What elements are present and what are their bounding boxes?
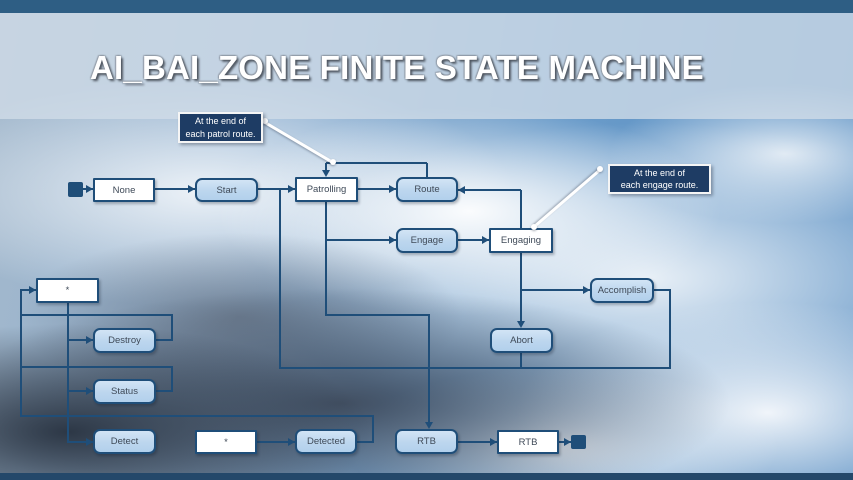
state-patrolling: Patrolling <box>295 177 358 202</box>
arrowhead-into-route-right <box>458 186 465 194</box>
state-start: Start <box>195 178 258 202</box>
arrowhead-into-rtb-second <box>490 438 497 446</box>
state-accomplish: Accomplish <box>590 278 654 303</box>
initial-state-marker <box>68 182 83 197</box>
edge-status-loop-left <box>20 366 172 368</box>
state-route: Route <box>396 177 458 202</box>
top-bar <box>0 0 853 13</box>
state-engaging: Engaging <box>489 228 553 253</box>
arrowhead-into-status <box>86 387 93 395</box>
state-none: None <box>93 178 155 202</box>
edge-detected-loop-long <box>20 415 374 417</box>
edge-engaging-down <box>520 253 522 322</box>
edge-return-loop-up <box>279 189 281 369</box>
callout-patrol-connector-line <box>264 121 333 163</box>
arrowhead-into-accomplish <box>583 286 590 294</box>
edge-status-out <box>156 390 172 392</box>
edge-engaging-to-accomplish <box>520 289 590 291</box>
arrowhead-into-destroy <box>86 336 93 344</box>
callout-engage-connector-line <box>533 169 600 228</box>
arrowhead-into-start <box>188 185 195 193</box>
arrowhead-into-detected <box>288 438 295 446</box>
callout-engage <box>608 164 711 194</box>
state-detect: Detect <box>93 429 156 454</box>
callout-engage-line2: each engage route. <box>620 180 699 190</box>
edge-patrolling-to-engage <box>325 239 396 241</box>
arrowhead-into-engaging <box>482 236 489 244</box>
state-status: Status <box>93 379 156 404</box>
arrowhead-into-engage <box>389 236 396 244</box>
edge-engaging-to-route-up <box>520 190 522 229</box>
edge-accomplish-loop-down <box>669 289 671 369</box>
arrowhead-into-route <box>389 185 396 193</box>
page-title: AI_BAI_ZONE FINITE STATE MACHINE <box>90 49 704 86</box>
state-destroy: Destroy <box>93 328 156 353</box>
edge-return-loop-bottom <box>279 367 671 369</box>
edge-detected-loop-up <box>372 415 374 443</box>
callout-engage-line1: At the end of <box>633 167 686 178</box>
arrowhead-into-final <box>564 438 571 446</box>
state-rtb-first: RTB <box>395 429 458 454</box>
edge-any-top-down-trunk <box>67 303 69 443</box>
callout-engage-connector-dot-start <box>597 166 603 172</box>
edge-left-trunk-up <box>20 289 22 417</box>
state-abort: Abort <box>490 328 553 353</box>
bottom-bar <box>0 473 853 480</box>
arrowhead-into-none <box>86 185 93 193</box>
final-state-marker <box>571 435 586 449</box>
state-detected: Detected <box>295 429 357 454</box>
state-any-top: * <box>36 278 99 303</box>
edge-route-loop-up <box>426 163 428 178</box>
callout-engage-connector-dot-end <box>531 224 537 230</box>
edge-destroy-loop-left <box>20 314 172 316</box>
callout-patrol-line1: At the end of <box>194 116 247 127</box>
callout-patrol-line2: each patrol route. <box>185 128 256 139</box>
state-engage: Engage <box>396 228 458 253</box>
callout-patrol <box>178 112 263 143</box>
arrowhead-into-patrolling <box>288 185 295 193</box>
edge-destroy-out <box>156 339 172 341</box>
arrowhead-into-patrolling-top <box>322 170 330 177</box>
edge-status-loop-up <box>171 366 173 392</box>
arrowhead-into-rtb-first <box>425 422 433 429</box>
edge-destroy-loop-up <box>171 314 173 341</box>
edge-patrolling-down-trunk <box>325 202 327 316</box>
arrowhead-into-detect <box>86 438 93 446</box>
edge-patrolling-to-rtb-horizontal <box>325 314 429 316</box>
state-rtb-second: RTB <box>497 430 559 454</box>
edge-route-loop-top <box>326 162 427 164</box>
callout-patrol-connector-dot-end <box>330 159 336 165</box>
state-any-bottom: * <box>195 430 257 454</box>
arrowhead-into-any-top <box>29 286 36 294</box>
edge-engaging-to-route-left <box>458 189 521 191</box>
arrowhead-into-abort <box>517 321 525 328</box>
